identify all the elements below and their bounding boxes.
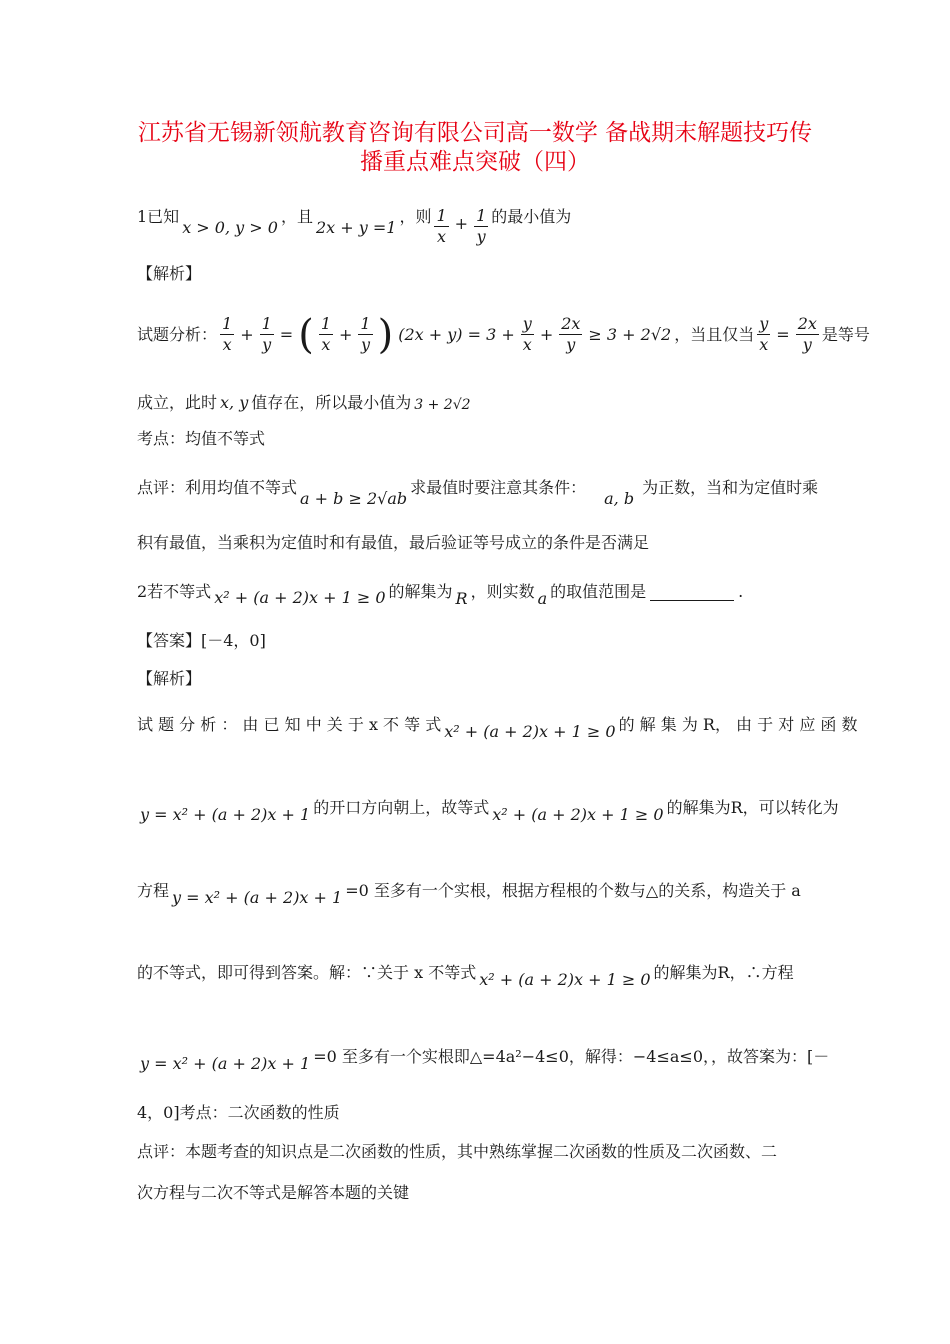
q2-jiexi: 【解析】 [137, 669, 202, 688]
doc-title-line1: 江苏省无锡新领航教育咨询有限公司高一数学 备战期末解题技巧传 [137, 120, 813, 146]
q2-dianping: 点评：本题考查的知识点是二次函数的性质，其中熟练掌握二次函数的性质及二次函数、二 [137, 1142, 778, 1161]
q2-analysis-1: 试 题 分 析 ： 由 已 知 中 关 于 x 不 等 式 x² + (a + 2)x + 1 ≥ 0 的 解 集 为 R， 由 于 对 应 函 数 [137, 715, 858, 741]
answer-blank [650, 584, 734, 601]
q2-analysis-4: 的不等式，即可得到答案。解：∵关于 x 不等式 x² + (a + 2)x + 1 ≥ 0 的解集为R，∴方程 [137, 963, 794, 989]
doc-title-line2: 播重点难点突破（四） [360, 149, 590, 175]
q2-analysis-2: y = x² + (a + 2)x + 1 的开口方向朝上，故等式 x² + (a + 2)x + 1 ≥ 0 的解集为R，可以转化为 [140, 798, 839, 824]
frac-1-over-x: $\frac{1}{x}$ [436, 206, 447, 246]
q1-dianping-cont: 积有最值，当乘积为定值时和有最值，最后验证等号成立的条件是否满足 [137, 533, 650, 552]
q1-statement: 1已知 x > 0, y > 0 ，且 2x + y =1 ，则 $\frac{1}{x}$ + $\frac{1}{y}$ 的最小值为 [137, 206, 572, 246]
q1-kaodian: 考点：均值不等式 [137, 429, 266, 448]
q2-analysis-5: y = x² + (a + 2)x + 1 =0 至多有一个实根即△=4a²−4≤0，解得：−4≤a≤0，，故答案为：[－ [140, 1047, 830, 1073]
q2-statement: 2若不等式 x² + (a + 2)x + 1 ≥ 0 的解集为 R ，则实数 a 的取值范围是 . [137, 582, 744, 608]
q2-answer: 【答案】[－4，0] [137, 631, 266, 650]
q2-kaodian: 4，0]考点：二次函数的性质 [137, 1103, 340, 1122]
q2-dianping-cont: 次方程与二次不等式是解答本题的关键 [137, 1183, 410, 1202]
q1-conclusion: 成立，此时 x, y 值存在，所以最小值为 3 + 2√2 [137, 393, 471, 413]
q1-dianping: 点评：利用均值不等式 a + b ≥ 2√ab 求最值时要注意其条件： a, b 为正数，当和为定值时乘 [137, 478, 819, 508]
q1-jiexi: 【解析】 [137, 264, 202, 283]
q2-analysis-3: 方程 y = x² + (a + 2)x + 1 =0 至多有一个实根，根据方程根的个数与△的关系，构造关于 a [137, 881, 801, 907]
q1-analysis: 试题分析： $\frac{1}{x}$ + $\frac{1}{y}$ = ( $\frac{1}{x}$ + $\frac{1}{y}$ ) (2x + y) = 3 + $\frac{y}{x}$ + $\frac{2x}{y}$ ≥ 3 + 2√2 ，当且仅当 $\frac{y}{x}$ = $\frac{2x}{y}$ 是等号 [137, 311, 870, 358]
frac-1-over-y: $\frac{1}{y}$ [476, 206, 487, 246]
